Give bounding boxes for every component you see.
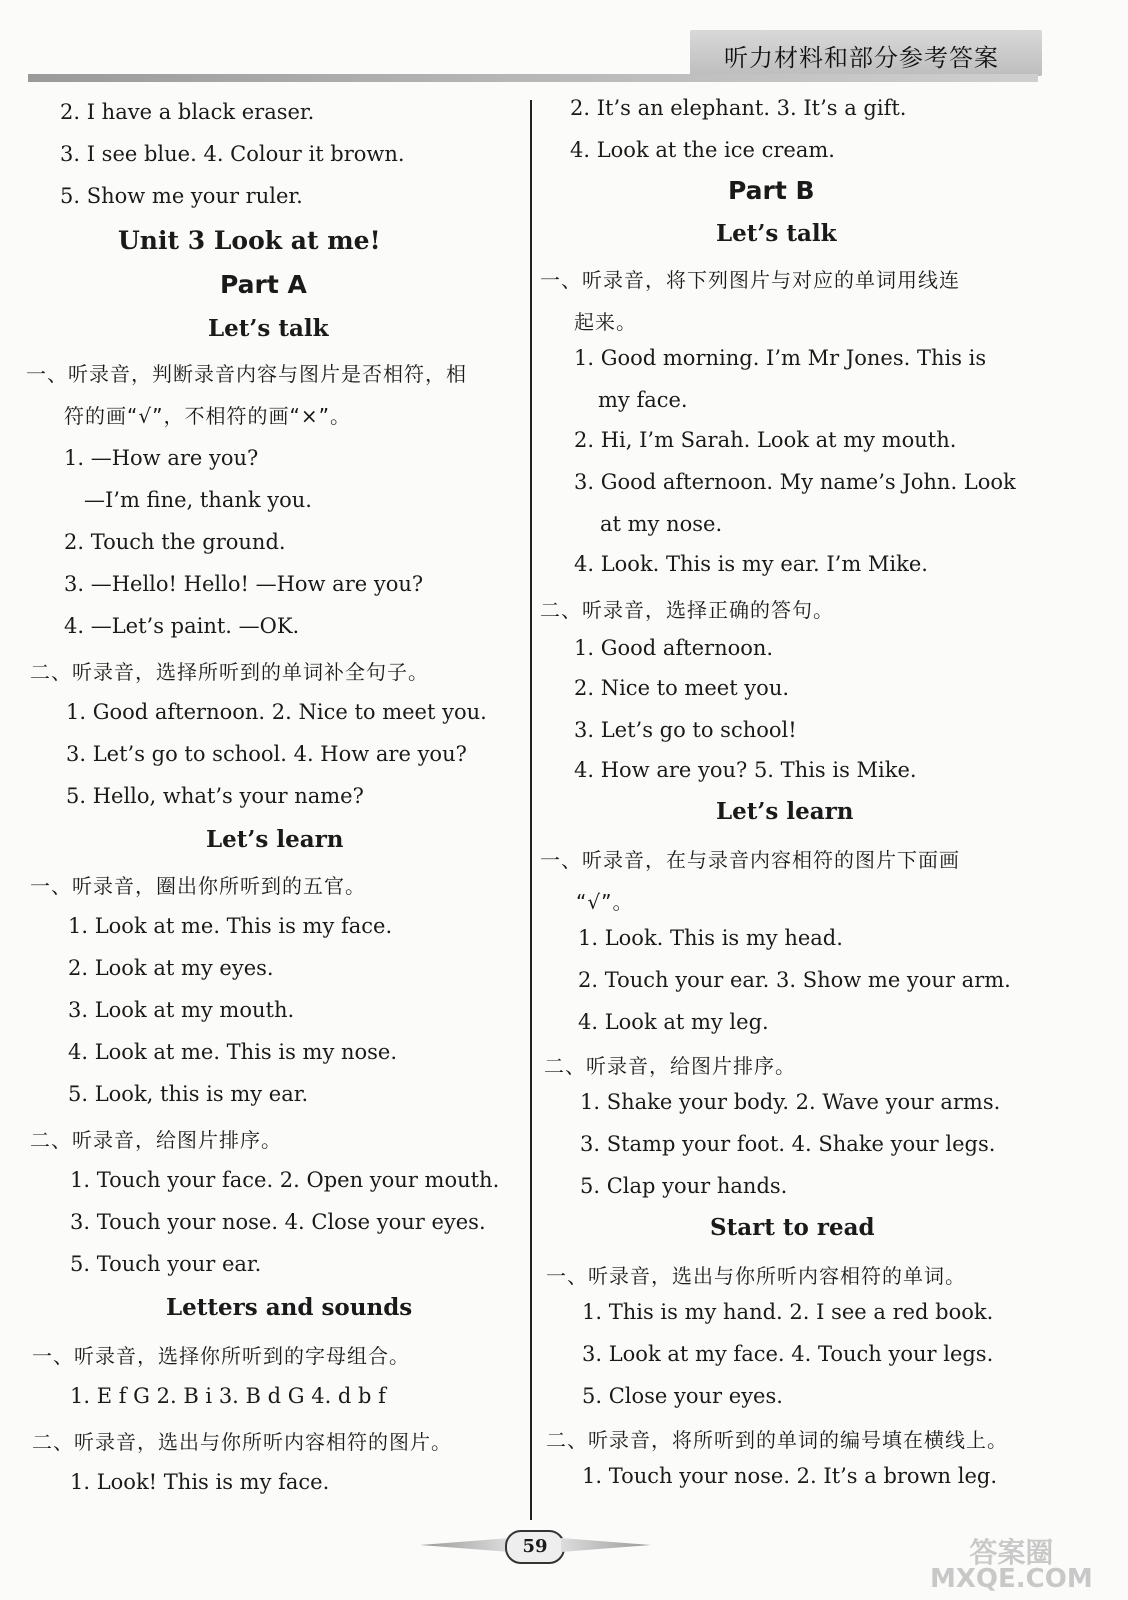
- text-line: 4. How are you? 5. This is Mike.: [574, 758, 917, 782]
- text-line: 4. Look at my leg.: [578, 1010, 769, 1034]
- text-line: 3. Stamp your foot. 4. Shake your legs.: [580, 1132, 996, 1156]
- text-line: 3. —Hello! Hello! —How are you?: [64, 572, 424, 596]
- text-line: 5. Show me your ruler.: [60, 184, 303, 208]
- text-line: 1. Shake your body. 2. Wave your arms.: [580, 1090, 1001, 1114]
- text-line: 3. Good afternoon. My name’s John. Look: [574, 470, 1016, 494]
- text-line: 5. Close your eyes.: [582, 1384, 783, 1408]
- section-heading: Let’s learn: [206, 826, 344, 853]
- right-column: [540, 0, 1080, 1600]
- instruction: 一、听录音，在与录音内容相符的图片下面画: [540, 848, 960, 872]
- instruction: 二、听录音，选择所听到的单词补全句子。: [30, 660, 429, 684]
- text-line: 5. Hello, what’s your name?: [66, 784, 364, 808]
- text-line: 5. Look, this is my ear.: [68, 1082, 309, 1106]
- text-line: 2. I have a black eraser.: [60, 100, 315, 124]
- text-line: 1. —How are you?: [64, 446, 259, 470]
- unit-title: Unit 3 Look at me!: [118, 226, 381, 255]
- text-line: 5. Clap your hands.: [580, 1174, 788, 1198]
- instruction: 一、听录音，圈出你所听到的五官。: [30, 874, 366, 898]
- text-line: 3. Let’s go to school. 4. How are you?: [66, 742, 467, 766]
- left-column: [0, 0, 510, 1600]
- instruction: 二、听录音，选择正确的答句。: [540, 598, 834, 622]
- text-line: 1. Look. This is my head.: [578, 926, 843, 950]
- text-line: —I’m fine, thank you.: [84, 488, 312, 512]
- text-line: 3. Touch your nose. 4. Close your eyes.: [70, 1210, 486, 1234]
- column-divider: [530, 100, 532, 1520]
- text-line: 1. Good afternoon. 2. Nice to meet you.: [66, 700, 487, 724]
- instruction: 一、听录音，选出与你所听内容相符的单词。: [546, 1264, 966, 1288]
- watermark-line1: 答案圈: [969, 1536, 1054, 1569]
- text-line: my face.: [598, 388, 688, 412]
- text-line: 1. Look! This is my face.: [70, 1470, 330, 1494]
- text-line: 4. Look. This is my ear. I’m Mike.: [574, 552, 928, 576]
- text-line: 2. It’s an elephant. 3. It’s a gift.: [570, 96, 907, 120]
- text-line: 3. Look at my mouth.: [68, 998, 295, 1022]
- page-number: 59: [505, 1530, 565, 1564]
- page-header-title: 听力材料和部分参考答案: [724, 44, 999, 72]
- text-line: 2. Touch your ear. 3. Show me your arm.: [578, 968, 1011, 992]
- text-line: 2. Hi, I’m Sarah. Look at my mouth.: [574, 428, 957, 452]
- part-a-heading: Part A: [220, 270, 307, 299]
- instruction: 二、听录音，给图片排序。: [30, 1128, 282, 1152]
- text-line: 1. E f G 2. B i 3. B d G 4. d b f: [70, 1384, 386, 1408]
- instruction: 符的画“√”，不相符的画“×”。: [64, 404, 351, 428]
- part-b-heading: Part B: [728, 176, 815, 205]
- text-line: 3. Let’s go to school!: [574, 718, 797, 742]
- text-line: 1. This is my hand. 2. I see a red book.: [582, 1300, 994, 1324]
- text-line: 2. Look at my eyes.: [68, 956, 274, 980]
- text-line: 4. Look at the ice cream.: [570, 138, 835, 162]
- instruction: 一、听录音，选择你所听到的字母组合。: [32, 1344, 410, 1368]
- text-line: 4. Look at me. This is my nose.: [68, 1040, 398, 1064]
- section-heading: Start to read: [710, 1214, 875, 1241]
- instruction: 一、听录音，将下列图片与对应的单词用线连: [540, 268, 960, 292]
- text-line: 1. Touch your nose. 2. It’s a brown leg.: [582, 1464, 998, 1488]
- instruction: 起来。: [574, 310, 637, 334]
- section-heading: Let’s learn: [716, 798, 854, 825]
- text-line: 1. Good morning. I’m Mr Jones. This is: [574, 346, 987, 370]
- text-line: 4. —Let’s paint. —OK.: [64, 614, 300, 638]
- section-heading: Let’s talk: [208, 315, 329, 342]
- text-line: at my nose.: [600, 512, 723, 536]
- instruction: 二、听录音，给图片排序。: [544, 1054, 796, 1078]
- text-line: 1. Touch your face. 2. Open your mouth.: [70, 1168, 500, 1192]
- text-line: 1. Look at me. This is my face.: [68, 914, 393, 938]
- instruction: 二、听录音，将所听到的单词的编号填在横线上。: [546, 1428, 1008, 1452]
- instruction: “√”。: [576, 890, 634, 914]
- text-line: 3. I see blue. 4. Colour it brown.: [60, 142, 405, 166]
- text-line: 5. Touch your ear.: [70, 1252, 262, 1276]
- section-heading: Letters and sounds: [166, 1294, 413, 1321]
- instruction: 一、听录音，判断录音内容与图片是否相符，相: [26, 362, 467, 386]
- watermark: [930, 1536, 1093, 1594]
- text-line: 2. Nice to meet you.: [574, 676, 790, 700]
- instruction: 二、听录音，选出与你所听内容相符的图片。: [32, 1430, 452, 1454]
- text-line: 1. Good afternoon.: [574, 636, 774, 660]
- text-line: 3. Look at my face. 4. Touch your legs.: [582, 1342, 994, 1366]
- section-heading: Let’s talk: [716, 220, 837, 247]
- text-line: 2. Touch the ground.: [64, 530, 286, 554]
- watermark-line2: MXQE.COM: [930, 1564, 1093, 1594]
